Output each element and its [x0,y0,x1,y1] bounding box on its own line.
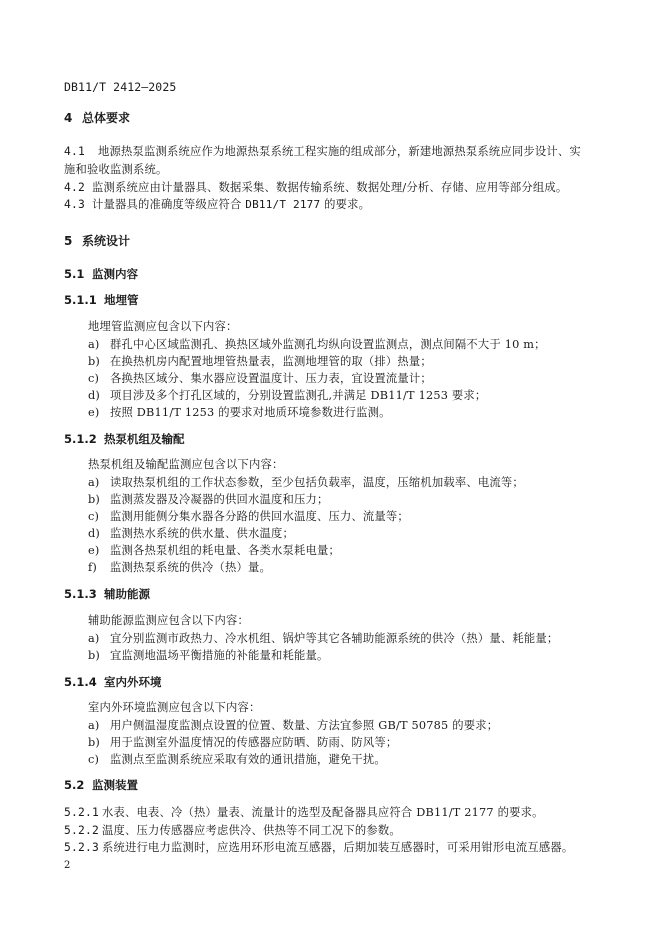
list-item-label: b) [88,493,101,506]
list-item-label: f) [88,561,97,574]
clause-4-1-continued: 施和验收监测系统。 [64,163,168,176]
list-item-label: c) [88,753,100,766]
clause-4-1 [64,143,581,159]
list-item-text: 读取热泵机组的工作状态参数，至少包括负载率，温度，压缩机加载率、电流等； [110,476,524,489]
list-item-text: 宜分别监测市政热力、冷水机组、锅炉等其它各辅助能源系统的供冷（热）量、耗能量； [110,632,559,645]
section-number: 5.1.4 [64,675,97,689]
clause-number: 5.2.3 [64,841,100,854]
list-item-text: 按照 DB11/T 1253 的要求对地质环境参数进行监测。 [110,406,391,419]
section-5-1-3-heading [64,586,150,602]
clause-text: 地源热泵监测系统应作为地源热泵系统工程实施的组成部分，新建地源热泵系统应同步设计、实 [98,145,581,158]
list-item-label: c) [88,510,100,523]
list-item-text: 监测用能侧分集水器各分路的供回水温度、压力、流量等； [110,510,409,523]
standard-reference: DB11/T 2177 [245,198,321,211]
list-intro: 辅助能源监测应包含以下内容： [88,614,249,627]
section-5-1-4-heading [64,674,162,690]
list-item-label: b) [88,355,101,368]
list-item-text: 监测热水系统的供水量、供水温度； [110,527,294,540]
section-number: 4 [64,111,73,125]
clause-number: 5.2.2 [64,824,100,837]
clause-text-suffix: 的要求。 [320,198,371,211]
section-title: 辅助能源 [104,587,150,601]
list-item [88,353,432,369]
section-title: 系统设计 [82,234,131,248]
section-title: 监测内容 [92,267,138,281]
list-item-label: b) [88,649,101,662]
list-item-label: e) [88,544,100,557]
list-item-label: d) [88,527,101,540]
list-item-text: 在换热机房内配置地埋管热量表，监测地埋管的取（排）热量； [110,355,432,368]
list-item [88,559,271,575]
list-item [88,542,340,558]
section-number: 5.1.3 [64,587,97,601]
list-item [88,630,558,646]
list-item [88,647,328,663]
section-number: 5.1.2 [64,432,97,446]
list-item [88,404,391,420]
list-item-text: 监测蒸发器及冷凝器的供回水温度和压力； [110,493,329,506]
section-5-heading [64,232,130,249]
list-item [88,370,432,386]
clause-text: 计量器具的准确度等级应符合 [92,198,246,211]
clause-number: 4.1 [64,145,86,158]
clause-text: 水表、电表、冷（热）量表、流量计的选型及配备器具应符合 DB11/T 2177 的要求。 [102,806,544,819]
list-intro: 地埋管监测应包含以下内容： [88,320,238,333]
section-5-1-1-heading [64,292,139,308]
clause-5-2-1 [64,804,544,820]
clause-number: 4.3 [64,198,86,211]
clause-4-2 [64,179,567,195]
list-item-text: 监测各热泵机组的耗电量、各类水泵耗电量； [110,544,340,557]
section-5-1-2-heading [64,431,185,447]
list-item [88,336,546,352]
section-title: 热泵机组及输配 [104,432,185,446]
clause-4-3 [64,196,370,212]
list-item-text: 各换热区域分、集水器应设置温度计、压力表，宜设置流量计； [110,372,432,385]
standard-code: DB11/T 2412—2025 [64,80,177,94]
list-item-text: 监测点至监测系统应采取有效的通讯措施，避免干扰。 [110,753,386,766]
list-item [88,734,397,750]
clause-5-2-2 [64,822,401,838]
clause-number: 5.2.1 [64,806,100,819]
list-item-label: a) [88,719,100,732]
list-item [88,508,409,524]
clause-text: 温度、压力传感器应考虑供冷、供热等不同工况下的参数。 [102,824,401,837]
list-item-text: 群孔中心区域监测孔、换热区域外监测孔均纵向设置监测点，测点间隔不大于 10 m； [110,338,546,351]
section-5-2-heading [64,777,138,793]
section-4-heading [64,109,130,126]
list-item [88,474,524,490]
list-item-text: 项目涉及多个打孔区域的，分别设置监测孔,并满足 DB11/T 1253 要求； [110,389,487,402]
section-number: 5.2 [64,778,85,792]
list-item-label: e) [88,406,100,419]
list-item-text: 用户侧温湿度监测点设置的位置、数量、方法宜参照 GB/T 50785 的要求； [110,719,499,732]
list-intro: 热泵机组及输配监测应包含以下内容： [88,458,284,471]
list-item-text: 用于监测室外温度情况的传感器应防晒、防雨、防风等； [110,736,398,749]
section-number: 5.1.1 [64,293,97,307]
list-item-label: c) [88,372,100,385]
section-number: 5.1 [64,267,85,281]
list-item-label: b) [88,736,101,749]
list-item-text: 监测热泵系统的供冷（热）量。 [110,561,271,574]
list-intro: 室内外环境监测应包含以下内容： [88,701,261,714]
clause-5-2-3 [64,839,573,855]
section-5-1-heading [64,266,138,282]
section-title: 监测装置 [92,778,138,792]
clause-text: 监测系统应由计量器具、数据采集、数据传输系统、数据处理/分析、存储、应用等部分组成。 [92,181,568,194]
clause-number: 4.2 [64,181,86,194]
list-item-label: d) [88,389,101,402]
list-item [88,717,498,733]
list-item-label: a) [88,632,100,645]
list-item-text: 宜监测地温场平衡措施的补能量和耗能量。 [110,649,329,662]
list-item [88,491,328,507]
section-number: 5 [64,234,73,248]
section-title: 总体要求 [82,111,131,125]
clause-text: 系统进行电力监测时，应选用环形电流互感器，后期加装互感器时，可采用钳形电流互感器。 [102,841,574,854]
list-item [88,525,294,541]
section-title: 地埋管 [104,293,139,307]
list-item [88,387,486,403]
list-item-label: a) [88,338,100,351]
list-item-label: a) [88,476,100,489]
section-title: 室内外环境 [104,675,162,689]
page-number: 2 [64,860,71,871]
list-item [88,751,386,767]
